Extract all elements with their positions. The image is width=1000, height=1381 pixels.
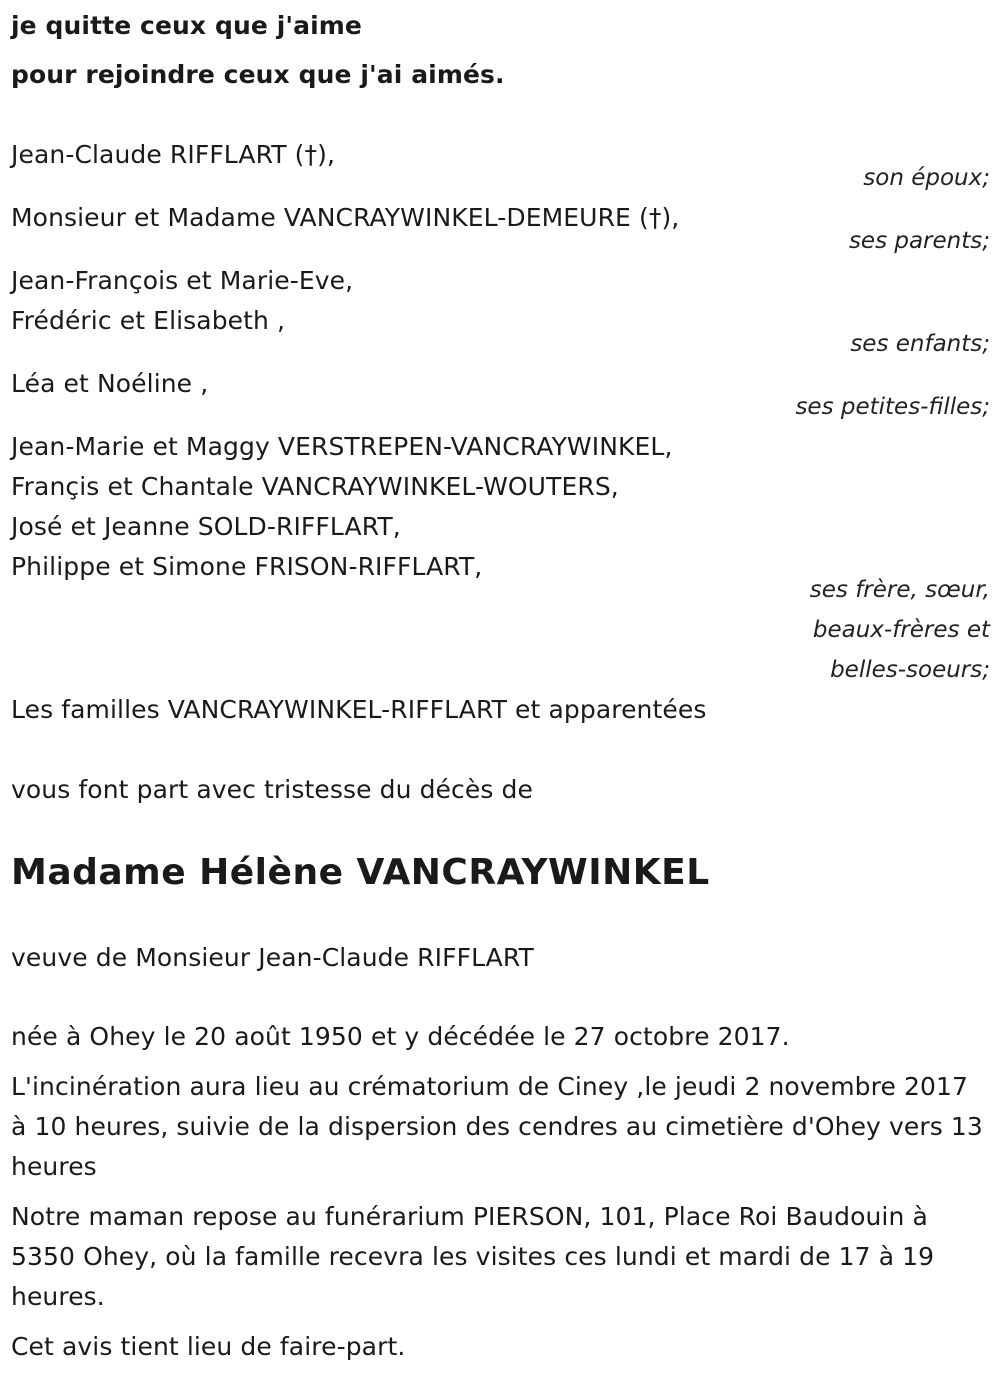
children-relation: ses enfants; [850,331,990,357]
families-line: Les familles VANCRAYWINKEL-RIFFLART et apparentées [11,695,707,724]
visitation-paragraph: Notre maman repose au funérarium PIERSON, 101, Place Roi Baudouin à 5350 Ohey, où la famille recevra les visites ces lundi et mardi de 17 à 19 heures. [11,1202,935,1311]
deceased-name: Madame Hélène VANCRAYWINKEL [11,852,710,893]
children-name: Jean-François et Marie-Eve, [11,266,354,295]
epigraph-line-2: pour rejoindre ceux que j'ai aimés. [11,60,505,89]
siblings-relation: belles-soeurs; [830,657,990,683]
birth-death-line: née à Ohey le 20 août 1950 et y décédée le 27 octobre 2017. [11,1022,790,1051]
parents-name: Monsieur et Madame VANCRAYWINKEL-DEMEURE (†), [11,203,680,232]
announcement-text: vous font part avec tristesse du décès de [11,775,533,804]
sibling-name: José et Jeanne SOLD-RIFFLART, [11,512,401,541]
closing-line: Cet avis tient lieu de faire-part. [11,1332,406,1361]
widow-of-line: veuve de Monsieur Jean-Claude RIFFLART [11,943,534,972]
parents-relation: ses parents; [848,228,990,254]
grandchildren-relation: ses petites-filles; [795,394,990,420]
grandchildren-name: Léa et Noéline , [11,369,209,398]
spouse-name: Jean-Claude RIFFLART (†), [11,140,336,169]
siblings-relation: ses frère, sœur, [809,577,990,603]
sibling-name: Jean-Marie et Maggy VERSTREPEN-VANCRAYWINKEL, [11,432,673,461]
spouse-relation: son époux; [863,165,990,191]
epigraph-line-1: je quitte ceux que j'aime [11,11,362,40]
children-name: Frédéric et Elisabeth , [11,306,286,335]
sibling-name: Philippe et Simone FRISON-RIFFLART, [11,552,483,581]
sibling-name: Françis et Chantale VANCRAYWINKEL-WOUTERS, [11,472,619,501]
cremation-paragraph: L'incinération aura lieu au crématorium de Ciney ,le jeudi 2 novembre 2017 à 10 heures, suivie de la dispersion des cendres au cimetière d'Ohey vers 13 heures [11,1072,983,1181]
siblings-relation: beaux-frères et [812,617,990,643]
